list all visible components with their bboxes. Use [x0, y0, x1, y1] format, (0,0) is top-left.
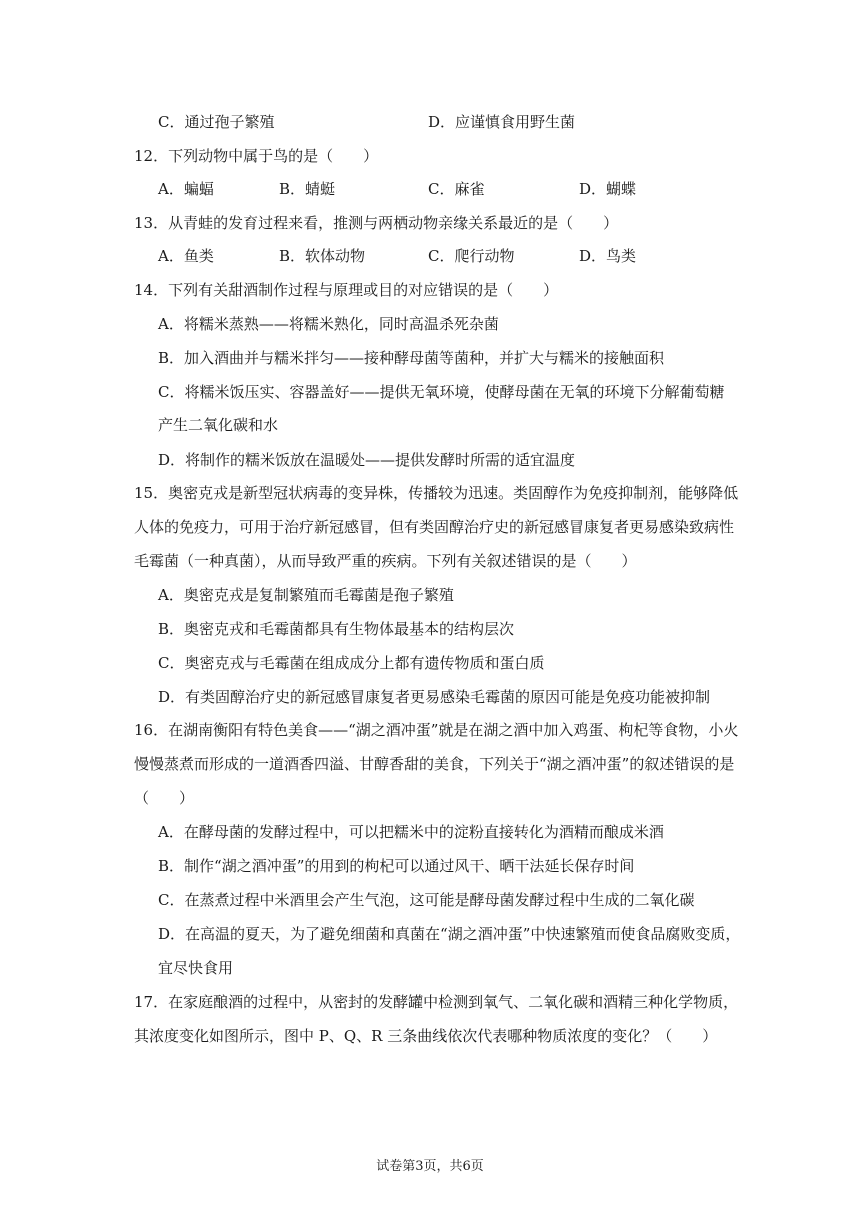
q14-option-b: B．加入酒曲并与糯米拌匀——接种酵母菌等菌种，并扩大与糯米的接触面积 [158, 349, 665, 367]
q15-stem-line1: 15．奥密克戎是新型冠状病毒的变异株，传播较为迅速。类固醇作为免疫抑制剂，能够降低 [134, 484, 739, 502]
q11-option-d: D．应谨慎食用野生菌 [428, 113, 576, 131]
q11-option-c: C．通过孢子繁殖 [158, 113, 275, 131]
q16-option-c: C．在蒸煮过程中米酒里会产生气泡，这可能是酵母菌发酵过程中生成的二氧化碳 [158, 891, 695, 909]
q15-option-b: B．奥密克戎和毛霉菌都具有生物体最基本的结构层次 [158, 620, 515, 638]
q16-stem-line2: 慢慢蒸煮而形成的一道酒香四溢、甘醇香甜的美食，下列关于“湖之酒冲蛋”的叙述错误的是 [134, 755, 735, 773]
q15-option-a: A．奥密克戎是复制繁殖而毛霉菌是孢子繁殖 [158, 586, 454, 604]
q13-stem: 13．从青蛙的发育过程来看，推测与两栖动物亲缘关系最近的是（ ） [134, 214, 619, 232]
q14-option-c: C．将糯米饭压实、容器盖好——提供无氧环境，使酵母菌在无氧的环境下分解葡萄糖 [158, 383, 725, 401]
q16-stem-line3: （ ） [134, 789, 195, 807]
q16-option-b: B．制作“湖之酒冲蛋”的用到的枸杞可以通过风干、晒干法延长保存时间 [158, 857, 635, 875]
q14-stem: 14．下列有关甜酒制作过程与原理或目的对应错误的是（ ） [134, 281, 559, 299]
q13-option-b: B．软体动物 [279, 247, 366, 265]
q15-stem-line2: 人体的免疫力，可用于治疗新冠感冒，但有类固醇治疗史的新冠感冒康复者更易感染致病性 [134, 518, 735, 536]
q12-option-b: B．蜻蜓 [279, 180, 336, 198]
q15-option-d: D．有类固醇治疗史的新冠感冒康复者更易感染毛霉菌的原因可能是免疫功能被抑制 [158, 688, 711, 706]
page-footer: 试卷第3页，共6页 [376, 1159, 484, 1174]
q12-stem: 12．下列动物中属于鸟的是（ ） [134, 147, 379, 165]
q16-stem-line1: 16．在湖南衡阳有特色美食——“湖之酒冲蛋”就是在湖之酒中加入鸡蛋、枸杞等食物，小火 [134, 721, 739, 739]
q16-option-d: D．在高温的夏天，为了避免细菌和真菌在“湖之酒冲蛋”中快速繁殖而使食品腐败变质， [158, 925, 741, 943]
q13-option-d: D．鸟类 [579, 247, 637, 265]
q14-option-c-cont: 产生二氧化碳和水 [158, 416, 279, 434]
q16-option-a: A．在酵母菌的发酵过程中，可以把糯米中的淀粉直接转化为酒精而酿成米酒 [158, 823, 664, 841]
q13-option-c: C．爬行动物 [428, 247, 515, 265]
q17-stem-line1: 17．在家庭酿酒的过程中，从密封的发酵罐中检测到氧气、二氧化碳和酒精三种化学物质， [134, 993, 739, 1011]
q14-option-d: D．将制作的糯米饭放在温暖处——提供发酵时所需的适宜温度 [158, 451, 576, 469]
q12-option-c: C．麻雀 [428, 180, 485, 198]
q17-stem-line2: 其浓度变化如图所示，图中 P、Q、R 三条曲线依次代表哪种物质浓度的变化？（ ） [134, 1027, 718, 1045]
q15-stem-line3: 毛霉菌（一种真菌），从而导致严重的疾病。下列有关叙述错误的是（ ） [134, 552, 637, 570]
q16-option-d-cont: 宜尽快食用 [158, 959, 234, 977]
q14-option-a: A．将糯米蒸熟——将糯米熟化，同时高温杀死杂菌 [158, 315, 499, 333]
q12-option-a: A．蝙蝠 [158, 180, 214, 198]
q12-option-d: D．蝴蝶 [579, 180, 637, 198]
q13-option-a: A．鱼类 [158, 247, 214, 265]
q15-option-c: C．奥密克戎与毛霉菌在组成成分上都有遗传物质和蛋白质 [158, 654, 545, 672]
